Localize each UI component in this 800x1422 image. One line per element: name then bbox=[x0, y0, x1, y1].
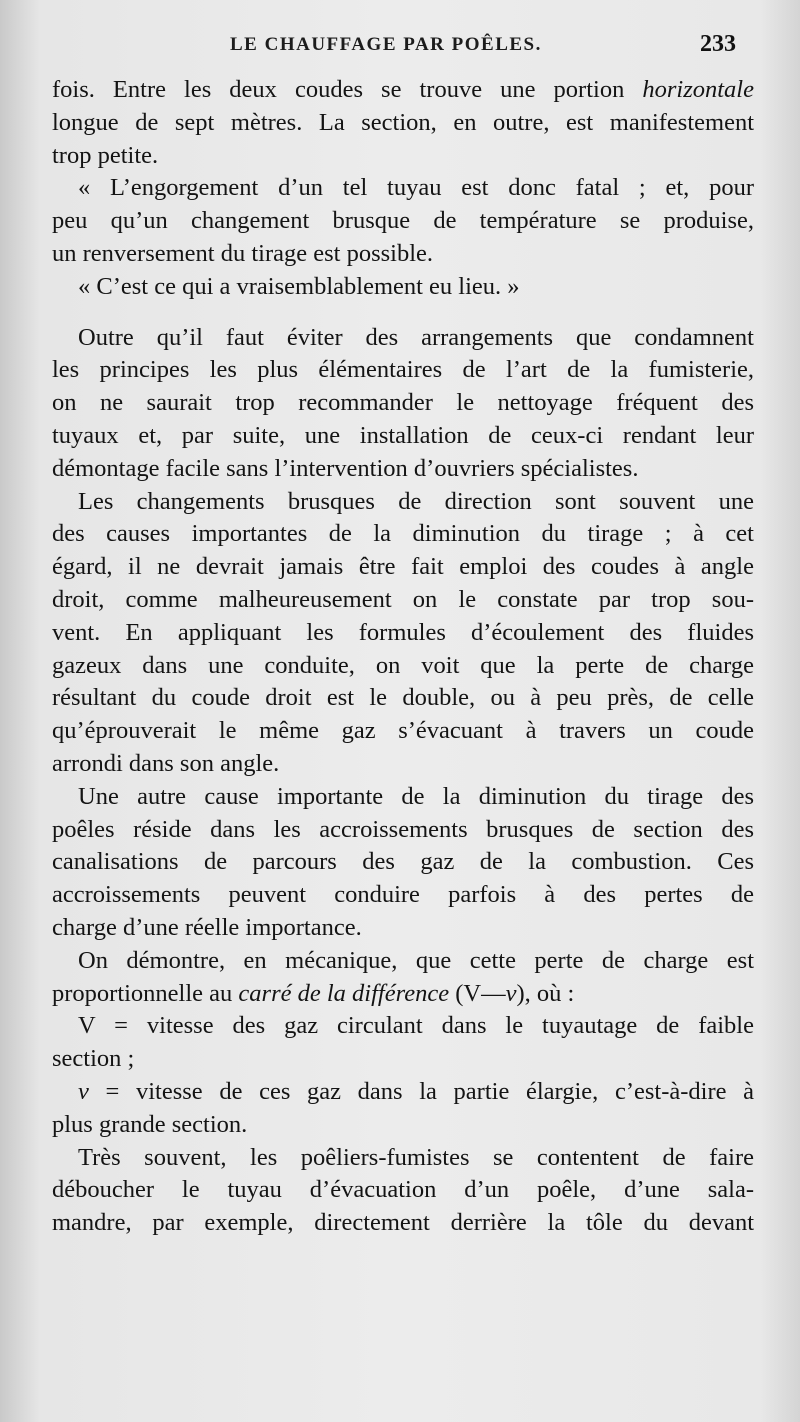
text-line: canalisations de parcours des gaz de la combustion. Ces bbox=[52, 848, 754, 876]
text-line: V = vitesse des gaz circulant dans le tuyautage de faible bbox=[78, 1012, 754, 1040]
text-line: trop petite. bbox=[52, 141, 159, 169]
text-line: égard, il ne devrait jamais être fait emploi des coudes à angle bbox=[52, 553, 754, 581]
paragraph-gap bbox=[52, 304, 754, 322]
body-text bbox=[52, 74, 754, 1240]
text-line: Outre qu’il faut éviter des arrangements que condamnent bbox=[78, 323, 754, 351]
text-line: « L’engorgement d’un tel tuyau est donc fatal ; et, pour bbox=[78, 174, 754, 202]
text-line: « C’est ce qui a vraisemblablement eu lieu. » bbox=[78, 272, 520, 300]
text-line: accroissements peuvent conduire parfois à des pertes de bbox=[52, 881, 754, 909]
running-title: LE CHAUFFAGE PAR POÊLES. bbox=[230, 34, 542, 55]
text-line: mandre, par exemple, directement derrière la tôle du devant bbox=[52, 1209, 754, 1237]
text-line: Les changements brusques de direction sont souvent une bbox=[78, 487, 754, 515]
text-line: gazeux dans une conduite, on voit que la perte de charge bbox=[52, 651, 754, 679]
text-line: longue de sept mètres. La section, en outre, est manifestement bbox=[52, 108, 754, 136]
text-line: proportionnelle au carré de la différence (V—v), où : bbox=[52, 979, 575, 1007]
text-line: les principes les plus élémentaires de l’art de la fumisterie, bbox=[52, 356, 754, 384]
page-number: 233 bbox=[700, 31, 736, 57]
text-line: plus grande section. bbox=[52, 1110, 248, 1138]
text-line: un renversement du tirage est possible. bbox=[52, 239, 434, 267]
text-line: vent. En appliquant les formules d’écoulement des fluides bbox=[52, 618, 754, 646]
text-line: arrondi dans son angle. bbox=[52, 749, 280, 777]
page-header bbox=[0, 28, 800, 68]
text-line: poêles réside dans les accroissements brusques de section des bbox=[52, 815, 754, 843]
text-line: Une autre cause importante de la diminution du tirage des bbox=[78, 782, 754, 810]
text-line: fois. Entre les deux coudes se trouve une portion horizontale bbox=[52, 76, 754, 103]
text-line: charge d’une réelle importance. bbox=[52, 913, 362, 941]
text-line: on ne saurait trop recommander le nettoyage fréquent des bbox=[52, 389, 754, 417]
text-line: des causes importantes de la diminution du tirage ; à cet bbox=[52, 520, 754, 548]
text-line: peu qu’un changement brusque de température se produise, bbox=[52, 207, 754, 235]
text-line: démontage facile sans l’intervention d’ouvriers spécialistes. bbox=[52, 454, 639, 482]
text-line: v = vitesse de ces gaz dans la partie élargie, c’est-à-dire à bbox=[78, 1077, 754, 1105]
text-line: qu’éprouverait le même gaz s’évacuant à travers un coude bbox=[52, 717, 754, 745]
text-line: résultant du coude droit est le double, ou à peu près, de celle bbox=[52, 684, 754, 712]
text-line: On démontre, en mécanique, que cette perte de charge est bbox=[78, 946, 754, 974]
text-line: déboucher le tuyau d’évacuation d’un poêle, d’une sala- bbox=[52, 1176, 754, 1204]
text-line: Très souvent, les poêliers-fumistes se contentent de faire bbox=[78, 1143, 754, 1171]
text-line: section ; bbox=[52, 1045, 135, 1073]
text-line: tuyaux et, par suite, une installation de ceux-ci rendant leur bbox=[52, 421, 754, 449]
text-line: droit, comme malheureusement on le constate par trop sou- bbox=[52, 585, 754, 613]
